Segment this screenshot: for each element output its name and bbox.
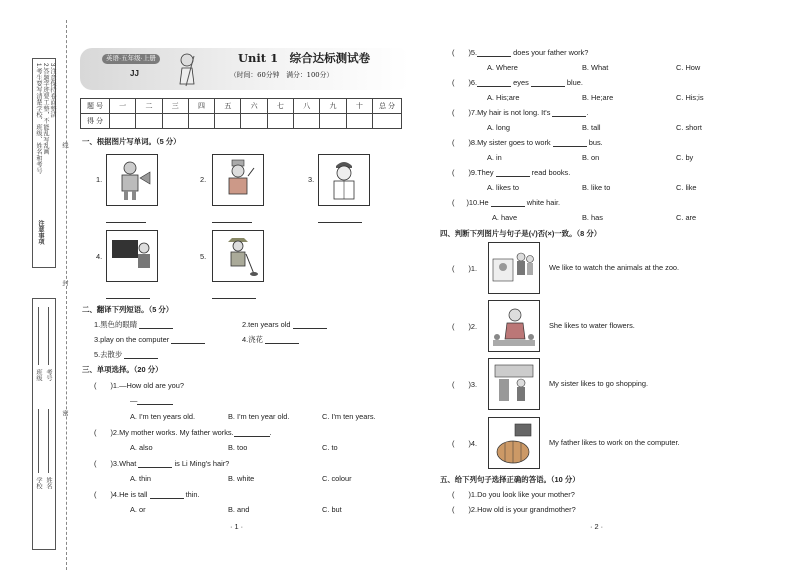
seal-dense-label: 密 <box>61 410 68 417</box>
q-text: My mother works. My father works. <box>119 428 234 437</box>
s1-item-4-num: 4. <box>96 252 103 261</box>
s4-num: )3. <box>468 380 478 389</box>
s3-q4-option-a[interactable]: A. or <box>130 505 146 514</box>
s2-answer-5[interactable] <box>124 350 158 359</box>
s2-answer-1[interactable] <box>139 320 173 329</box>
q-num: )4. <box>110 490 120 499</box>
s2-item-5-text: 5.去散步 <box>94 350 123 359</box>
field-class-label: 班级 <box>35 369 42 382</box>
s3-q9 <box>452 168 570 177</box>
q-num: )5. <box>468 48 478 57</box>
s3-q4-option-c[interactable]: C. but <box>322 505 342 514</box>
s2-item-1 <box>94 320 173 329</box>
q-text-after: read books. <box>531 168 571 177</box>
answer-paren[interactable]: ( <box>94 490 97 499</box>
s3-q1-reply <box>130 396 173 405</box>
s1-answer-line-2[interactable] <box>212 222 252 223</box>
s3-q8 <box>452 138 603 147</box>
s5-text: Do you look like your mother? <box>477 490 575 499</box>
page-subtitle: （时间：60分钟 满分：100分） <box>230 71 334 79</box>
answer-paren[interactable]: ( <box>452 78 455 87</box>
s3-q9-option-b[interactable]: B. like to <box>582 183 611 192</box>
q-text: They <box>477 168 494 177</box>
s5-text: How old is your grandmother? <box>477 505 576 514</box>
answer-paren[interactable]: ( <box>452 322 455 331</box>
section-3-title: 三、单项选择。（20 分） <box>82 365 163 374</box>
score-cell[interactable] <box>188 114 214 129</box>
page-title: Unit 1 综合达标测试卷 <box>238 51 371 65</box>
s3-q9-blank[interactable] <box>496 168 530 177</box>
q-text-after: does your father work? <box>513 48 589 57</box>
s1-item-2-num: 2. <box>200 175 207 184</box>
s3-q4-blank[interactable] <box>150 490 184 499</box>
s3-q6 <box>452 78 583 87</box>
s3-q2: ( )2.My mother works. My father works. . <box>94 428 272 437</box>
score-cell[interactable] <box>110 114 136 129</box>
s4-num: )4. <box>468 439 478 448</box>
q-text: My sister goes to work <box>477 138 551 147</box>
notes-label: 注意事项 <box>37 220 44 245</box>
s1-item-3-num: 3. <box>308 175 315 184</box>
teacher-picture <box>106 230 158 282</box>
score-cell[interactable] <box>320 114 346 129</box>
s4-num: )2. <box>468 322 478 331</box>
field-id-label: 考号 <box>45 369 52 382</box>
s3-q7 <box>452 108 589 117</box>
s4-item-2 <box>452 322 477 331</box>
q-text-after: thin. <box>185 490 200 499</box>
s2-item-2-text: 2.ten years old <box>242 320 291 329</box>
score-head-cell: 题 号 <box>81 99 110 114</box>
score-cell[interactable] <box>267 114 293 129</box>
s2-item-2 <box>242 320 327 329</box>
score-head-cell: 十 <box>346 99 372 114</box>
score-cell[interactable] <box>294 114 320 129</box>
seal-line-label: 线 <box>61 142 68 149</box>
s3-q2-option-b[interactable]: B. too <box>228 443 248 452</box>
score-cell[interactable] <box>215 114 241 129</box>
score-head-cell: 总 分 <box>373 99 402 114</box>
s4-sentence-1: We like to watch the animals at the zoo. <box>549 263 680 272</box>
s3-q6-blank-1[interactable] <box>477 78 511 87</box>
s2-answer-2[interactable] <box>293 320 327 329</box>
computer-picture <box>488 417 540 469</box>
q-text-mid: eyes <box>513 78 529 87</box>
s2-item-3 <box>94 335 205 344</box>
s3-q1-option-a[interactable]: A. I'm ten years old. <box>130 412 196 421</box>
s3-q3 <box>94 459 229 468</box>
s3-q5 <box>452 48 588 57</box>
s3-q1-option-c[interactable]: C. I'm ten years. <box>322 412 376 421</box>
q-num: )8. <box>468 138 478 147</box>
s3-q10-option-b[interactable]: B. has <box>582 213 603 222</box>
score-cell[interactable] <box>373 114 402 129</box>
s3-q5-blank[interactable] <box>477 48 511 57</box>
s3-q1 <box>94 381 184 390</box>
page-number-2: · 2 · <box>590 522 604 531</box>
s3-q7-option-b[interactable]: B. tall <box>582 123 601 132</box>
section-2-title: 二、翻译下列短语。（5 分） <box>82 305 174 314</box>
s3-q4-option-b[interactable]: B. and <box>228 505 250 514</box>
s3-q3-option-a[interactable]: A. thin <box>130 474 151 483</box>
s1-answer-line-4[interactable] <box>106 298 150 299</box>
answer-paren[interactable]: ( <box>452 380 455 389</box>
score-head-cell: 三 <box>162 99 188 114</box>
s3-q9-option-c[interactable]: C. like <box>676 183 697 192</box>
q-extra: — <box>130 396 138 405</box>
zoo-picture <box>488 242 540 294</box>
answer-paren[interactable]: ( <box>94 381 97 390</box>
field-class-line[interactable] <box>38 307 39 365</box>
s3-q10 <box>452 198 560 207</box>
cook-picture <box>212 154 264 206</box>
s3-q5-option-c[interactable]: C. How <box>676 63 701 72</box>
s3-q1-option-b[interactable]: B. I'm ten year old. <box>228 412 290 421</box>
s2-answer-3[interactable] <box>171 335 205 344</box>
s3-q5-option-a[interactable]: A. Where <box>487 63 518 72</box>
score-head-cell: 八 <box>294 99 320 114</box>
q-num: )3. <box>110 459 120 468</box>
q-text-after: . <box>586 108 589 117</box>
s4-sentence-4: My father likes to work on the computer. <box>549 438 680 447</box>
score-header-row <box>81 99 402 114</box>
q-num: )7. <box>468 108 478 117</box>
s1-answer-line-1[interactable] <box>106 222 146 223</box>
s3-q2-blank[interactable] <box>234 428 270 437</box>
cut-line <box>66 20 67 570</box>
s3-q8-option-b[interactable]: B. on <box>582 153 600 162</box>
score-cell[interactable] <box>136 114 162 129</box>
s2-item-3-text: 3.play on the computer <box>94 335 170 344</box>
answer-paren[interactable]: ( <box>452 48 455 57</box>
score-value-row <box>81 114 402 129</box>
notes-line-1: 1.考生要写清楚学校、班级、姓名和考号 <box>35 63 42 174</box>
field-school-line[interactable] <box>38 409 39 473</box>
s1-item-1-num: 1. <box>96 175 103 184</box>
s3-q10-option-c[interactable]: C. are <box>676 213 697 222</box>
s3-q2-option-c[interactable]: C. to <box>322 443 338 452</box>
s1-item-5-num: 5. <box>200 252 207 261</box>
s3-q6-option-a[interactable]: A. His;are <box>487 93 520 102</box>
answer-paren[interactable]: ( <box>452 138 455 147</box>
score-row-label: 得 分 <box>81 114 110 129</box>
q-text: He is tall <box>119 490 148 499</box>
s3-q3-option-b[interactable]: B. white <box>228 474 255 483</box>
s4-sentence-3: My sister likes to go shopping. <box>549 379 648 388</box>
q-num: )10. <box>466 198 480 207</box>
answer-paren[interactable]: ( <box>452 108 455 117</box>
s3-q8-option-a[interactable]: A. in <box>487 153 502 162</box>
q-text-after: white hair. <box>526 198 561 207</box>
shopping-picture <box>488 358 540 410</box>
flowers-picture <box>488 300 540 352</box>
score-head-cell: 四 <box>188 99 214 114</box>
q-text-after: is Li Ming's hair? <box>174 459 230 468</box>
section-4-title: 四、判断下列图片与句子是(√)否(×)一致。（8 分） <box>440 229 602 238</box>
s3-q9-option-a[interactable]: A. likes to <box>487 183 520 192</box>
s1-answer-line-5[interactable] <box>212 298 256 299</box>
s3-q7-blank[interactable] <box>552 108 589 117</box>
s3-q5-option-b[interactable]: B. What <box>582 63 609 72</box>
s4-sentence-2: She likes to water flowers. <box>549 321 635 330</box>
answer-paren[interactable]: ( <box>94 428 97 437</box>
edition-label: JJ <box>130 69 139 78</box>
subject-badge: 英语·五年级·上册 <box>102 54 160 64</box>
s5-item-1 <box>452 490 575 499</box>
s5-num: )1. <box>468 490 478 499</box>
answer-paren[interactable]: ( <box>452 264 455 273</box>
seal-closed-label: 封 <box>61 280 68 287</box>
s3-q10-option-a[interactable]: A. have <box>492 213 518 222</box>
q-text: What <box>119 459 137 468</box>
s3-q6-blank-2[interactable] <box>531 78 565 87</box>
q-text-after: bus. <box>588 138 603 147</box>
s4-item-4 <box>452 439 477 448</box>
doctor-picture <box>318 154 370 206</box>
s3-q10-blank[interactable] <box>491 198 525 207</box>
s3-q7-option-c[interactable]: C. short <box>676 123 702 132</box>
s3-q7-option-a[interactable]: A. long <box>487 123 511 132</box>
section-5-title: 五、给下列句子选择正确的答语。（10 分） <box>440 475 580 484</box>
cartoon-mascot <box>176 52 198 88</box>
notes-line-3: 3.注意保持卷面整洁 <box>49 63 56 118</box>
s3-q6-option-c[interactable]: C. His;is <box>676 93 704 102</box>
score-head-cell: 七 <box>267 99 293 114</box>
field-school-label: 学校 <box>35 477 42 490</box>
answer-paren[interactable]: ( <box>452 198 455 207</box>
score-cell[interactable] <box>241 114 267 129</box>
s3-q6-option-b[interactable]: B. He;are <box>582 93 614 102</box>
answer-paren[interactable]: ( <box>452 505 455 514</box>
q-text: My hair is not long. It's <box>477 108 551 117</box>
s4-num: )1. <box>468 264 478 273</box>
s3-q3-option-c[interactable]: C. colour <box>322 474 352 483</box>
s2-item-1-text: 1.黑色的眼睛 <box>94 320 138 329</box>
score-head-cell: 二 <box>136 99 162 114</box>
s5-item-2 <box>452 505 576 514</box>
s4-item-3 <box>452 380 477 389</box>
field-name-line[interactable] <box>48 409 49 473</box>
s3-q1-blank[interactable] <box>137 396 173 405</box>
q-num: )2. <box>110 428 120 437</box>
score-head-cell: 一 <box>110 99 136 114</box>
worker-picture <box>106 154 158 206</box>
answer-paren[interactable]: ( <box>452 439 455 448</box>
notes-line-2: 2.答题字迹要工整，不能乱写乱画 <box>42 63 49 155</box>
s1-answer-line-3[interactable] <box>318 222 362 223</box>
s2-item-4-text: 4.浇花 <box>242 335 263 344</box>
binding-sidebar <box>0 0 68 588</box>
s3-q2-option-a[interactable]: A. also <box>130 443 153 452</box>
page-number-1: · 1 · <box>230 522 244 531</box>
score-head-cell: 六 <box>241 99 267 114</box>
s3-q4 <box>94 490 200 499</box>
s2-answer-4[interactable] <box>265 335 299 344</box>
s2-item-4 <box>242 335 299 344</box>
q-num: )6. <box>468 78 478 87</box>
q-text: —How old are you? <box>119 381 184 390</box>
s5-num: )2. <box>468 505 478 514</box>
answer-paren[interactable]: ( <box>452 490 455 499</box>
score-head-cell: 五 <box>215 99 241 114</box>
answer-paren[interactable]: ( <box>94 459 97 468</box>
q-text-after: blue. <box>566 78 583 87</box>
answer-paren[interactable]: ( <box>452 168 455 177</box>
s3-q8-option-c[interactable]: C. by <box>676 153 694 162</box>
section-1-title: 一、根据图片写单词。（5 分） <box>82 137 181 146</box>
s2-item-5 <box>94 350 158 359</box>
farmer-picture <box>212 230 264 282</box>
s3-q3-blank[interactable] <box>138 459 172 468</box>
score-head-cell: 九 <box>320 99 346 114</box>
score-cell[interactable] <box>162 114 188 129</box>
field-id-line[interactable] <box>48 307 49 365</box>
score-table <box>80 98 402 129</box>
q-text: He <box>479 198 489 207</box>
score-cell[interactable] <box>346 114 372 129</box>
s4-item-1 <box>452 264 477 273</box>
q-num: )1. <box>110 381 120 390</box>
q-num: )9. <box>468 168 478 177</box>
s3-q8-blank[interactable] <box>553 138 587 147</box>
student-info-box <box>32 298 56 550</box>
field-name-label: 姓名 <box>45 477 52 490</box>
